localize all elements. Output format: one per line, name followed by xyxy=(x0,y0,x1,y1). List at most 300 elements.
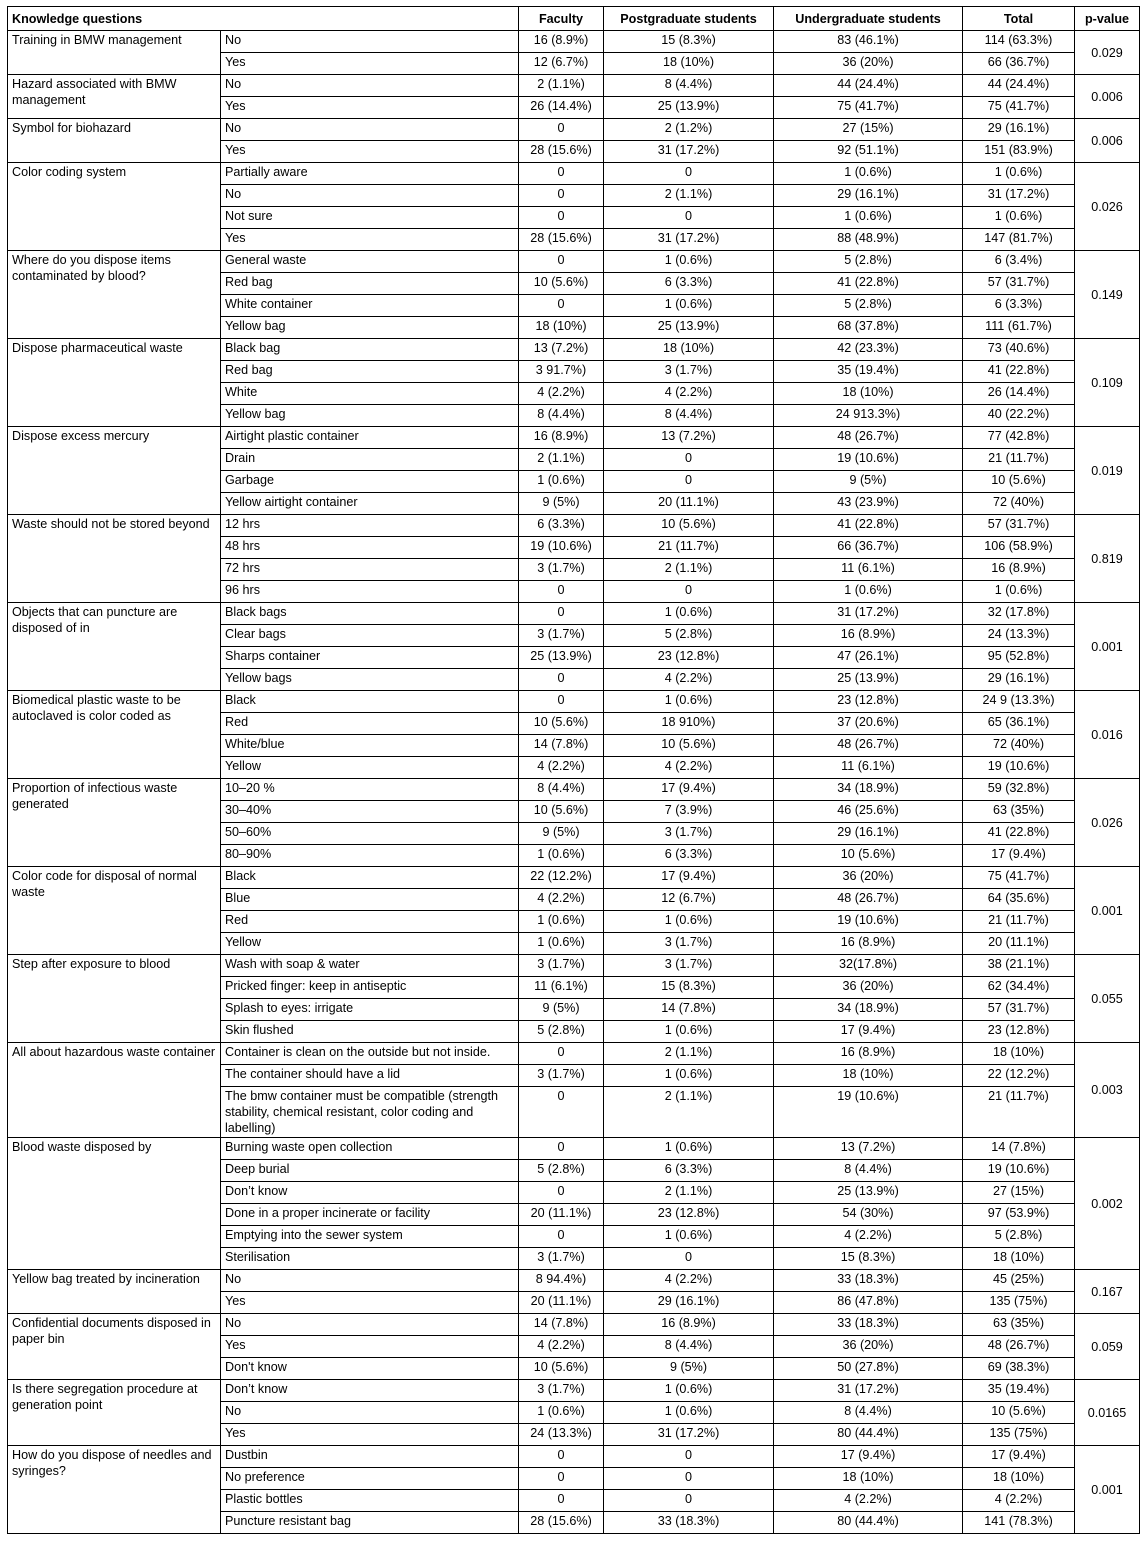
faculty-cell: 16 (8.9%) xyxy=(519,427,604,449)
undergraduate-cell: 8 (4.4%) xyxy=(774,1160,963,1182)
option-cell: No xyxy=(221,119,519,141)
faculty-cell: 9 (5%) xyxy=(519,999,604,1021)
undergraduate-cell: 48 (26.7%) xyxy=(774,427,963,449)
option-cell: Yellow xyxy=(221,933,519,955)
faculty-cell: 22 (12.2%) xyxy=(519,867,604,889)
table-body xyxy=(8,31,1140,1534)
undergraduate-cell: 4 (2.2%) xyxy=(774,1490,963,1512)
option-cell: 72 hrs xyxy=(221,559,519,581)
faculty-cell: 16 (8.9%) xyxy=(519,31,604,53)
option-cell: Garbage xyxy=(221,471,519,493)
faculty-cell: 0 xyxy=(519,163,604,185)
total-cell: 18 (10%) xyxy=(963,1468,1075,1490)
question-cell: Dispose excess mercury xyxy=(8,427,221,515)
question-cell: Blood waste disposed by xyxy=(8,1138,221,1270)
total-cell: 10 (5.6%) xyxy=(963,1402,1075,1424)
faculty-cell: 0 xyxy=(519,1138,604,1160)
faculty-cell: 8 (4.4%) xyxy=(519,405,604,427)
postgraduate-cell: 17 (9.4%) xyxy=(604,779,774,801)
question-cell: Objects that can puncture are disposed of in xyxy=(8,603,221,691)
total-cell: 95 (52.8%) xyxy=(963,647,1075,669)
total-cell: 32 (17.8%) xyxy=(963,603,1075,625)
undergraduate-cell: 92 (51.1%) xyxy=(774,141,963,163)
faculty-cell: 0 xyxy=(519,1490,604,1512)
postgraduate-cell: 1 (0.6%) xyxy=(604,1021,774,1043)
postgraduate-cell: 2 (1.1%) xyxy=(604,1182,774,1204)
total-cell: 1 (0.6%) xyxy=(963,163,1075,185)
postgraduate-cell: 1 (0.6%) xyxy=(604,1226,774,1248)
table-row xyxy=(8,1446,1140,1468)
faculty-cell: 1 (0.6%) xyxy=(519,471,604,493)
undergraduate-cell: 31 (17.2%) xyxy=(774,603,963,625)
option-cell: Black bags xyxy=(221,603,519,625)
total-cell: 57 (31.7%) xyxy=(963,999,1075,1021)
pvalue-cell: 0.055 xyxy=(1075,955,1140,1043)
postgraduate-cell: 4 (2.2%) xyxy=(604,383,774,405)
total-cell: 69 (38.3%) xyxy=(963,1358,1075,1380)
total-cell: 6 (3.3%) xyxy=(963,295,1075,317)
option-cell: Dustbin xyxy=(221,1446,519,1468)
pvalue-cell: 0.003 xyxy=(1075,1043,1140,1138)
postgraduate-cell: 14 (7.8%) xyxy=(604,999,774,1021)
option-cell: 50–60% xyxy=(221,823,519,845)
faculty-cell: 11 (6.1%) xyxy=(519,977,604,999)
option-cell: Pricked finger: keep in antiseptic xyxy=(221,977,519,999)
postgraduate-cell: 1 (0.6%) xyxy=(604,1065,774,1087)
faculty-cell: 5 (2.8%) xyxy=(519,1021,604,1043)
faculty-cell: 4 (2.2%) xyxy=(519,889,604,911)
undergraduate-cell: 16 (8.9%) xyxy=(774,933,963,955)
total-cell: 44 (24.4%) xyxy=(963,75,1075,97)
undergraduate-cell: 80 (44.4%) xyxy=(774,1424,963,1446)
option-cell: 12 hrs xyxy=(221,515,519,537)
faculty-cell: 1 (0.6%) xyxy=(519,845,604,867)
total-cell: 24 9 (13.3%) xyxy=(963,691,1075,713)
option-cell: Skin flushed xyxy=(221,1021,519,1043)
undergraduate-cell: 17 (9.4%) xyxy=(774,1021,963,1043)
faculty-cell: 3 (1.7%) xyxy=(519,625,604,647)
option-cell: Red xyxy=(221,713,519,735)
total-cell: 40 (22.2%) xyxy=(963,405,1075,427)
option-cell: Yellow bag xyxy=(221,317,519,339)
postgraduate-cell: 8 (4.4%) xyxy=(604,75,774,97)
pvalue-cell: 0.006 xyxy=(1075,75,1140,119)
undergraduate-cell: 46 (25.6%) xyxy=(774,801,963,823)
total-cell: 111 (61.7%) xyxy=(963,317,1075,339)
faculty-cell: 4 (2.2%) xyxy=(519,757,604,779)
undergraduate-cell: 86 (47.8%) xyxy=(774,1292,963,1314)
total-cell: 41 (22.8%) xyxy=(963,823,1075,845)
total-cell: 48 (26.7%) xyxy=(963,1336,1075,1358)
pvalue-cell: 0.006 xyxy=(1075,119,1140,163)
pvalue-cell: 0.016 xyxy=(1075,691,1140,779)
postgraduate-cell: 4 (2.2%) xyxy=(604,1270,774,1292)
postgraduate-cell: 1 (0.6%) xyxy=(604,1402,774,1424)
faculty-cell: 19 (10.6%) xyxy=(519,537,604,559)
postgraduate-cell: 4 (2.2%) xyxy=(604,669,774,691)
undergraduate-cell: 31 (17.2%) xyxy=(774,1380,963,1402)
undergraduate-cell: 41 (22.8%) xyxy=(774,515,963,537)
total-cell: 41 (22.8%) xyxy=(963,361,1075,383)
option-cell: Plastic bottles xyxy=(221,1490,519,1512)
pvalue-cell: 0.001 xyxy=(1075,1446,1140,1534)
faculty-cell: 1 (0.6%) xyxy=(519,933,604,955)
question-cell: Step after exposure to blood xyxy=(8,955,221,1043)
total-cell: 57 (31.7%) xyxy=(963,515,1075,537)
faculty-cell: 10 (5.6%) xyxy=(519,713,604,735)
postgraduate-cell: 1 (0.6%) xyxy=(604,691,774,713)
faculty-cell: 0 xyxy=(519,185,604,207)
total-cell: 21 (11.7%) xyxy=(963,449,1075,471)
option-cell: Splash to eyes: irrigate xyxy=(221,999,519,1021)
faculty-cell: 14 (7.8%) xyxy=(519,735,604,757)
postgraduate-cell: 5 (2.8%) xyxy=(604,625,774,647)
faculty-cell: 0 xyxy=(519,207,604,229)
undergraduate-cell: 41 (22.8%) xyxy=(774,273,963,295)
undergraduate-cell: 75 (41.7%) xyxy=(774,97,963,119)
header-knowledge-questions: Knowledge questions xyxy=(8,7,519,31)
question-cell: How do you dispose of needles and syringes? xyxy=(8,1446,221,1534)
table-row xyxy=(8,119,1140,141)
undergraduate-cell: 5 (2.8%) xyxy=(774,251,963,273)
option-cell: Container is clean on the outside but not inside. xyxy=(221,1043,519,1065)
faculty-cell: 0 xyxy=(519,1226,604,1248)
postgraduate-cell: 29 (16.1%) xyxy=(604,1292,774,1314)
postgraduate-cell: 6 (3.3%) xyxy=(604,845,774,867)
pvalue-cell: 0.029 xyxy=(1075,31,1140,75)
header-row xyxy=(8,7,1140,31)
faculty-cell: 26 (14.4%) xyxy=(519,97,604,119)
total-cell: 59 (32.8%) xyxy=(963,779,1075,801)
question-cell: Waste should not be stored beyond xyxy=(8,515,221,603)
faculty-cell: 0 xyxy=(519,251,604,273)
total-cell: 135 (75%) xyxy=(963,1292,1075,1314)
postgraduate-cell: 15 (8.3%) xyxy=(604,977,774,999)
postgraduate-cell: 18 910%) xyxy=(604,713,774,735)
postgraduate-cell: 20 (11.1%) xyxy=(604,493,774,515)
postgraduate-cell: 8 (4.4%) xyxy=(604,405,774,427)
option-cell: Emptying into the sewer system xyxy=(221,1226,519,1248)
faculty-cell: 0 xyxy=(519,669,604,691)
option-cell: 80–90% xyxy=(221,845,519,867)
option-cell: Red bag xyxy=(221,273,519,295)
undergraduate-cell: 18 (10%) xyxy=(774,1065,963,1087)
option-cell: Black xyxy=(221,867,519,889)
undergraduate-cell: 83 (46.1%) xyxy=(774,31,963,53)
postgraduate-cell: 1 (0.6%) xyxy=(604,1380,774,1402)
undergraduate-cell: 5 (2.8%) xyxy=(774,295,963,317)
option-cell: White/blue xyxy=(221,735,519,757)
faculty-cell: 20 (11.1%) xyxy=(519,1204,604,1226)
faculty-cell: 9 (5%) xyxy=(519,823,604,845)
question-cell: Color code for disposal of normal waste xyxy=(8,867,221,955)
undergraduate-cell: 37 (20.6%) xyxy=(774,713,963,735)
faculty-cell: 0 xyxy=(519,581,604,603)
total-cell: 66 (36.7%) xyxy=(963,53,1075,75)
undergraduate-cell: 47 (26.1%) xyxy=(774,647,963,669)
undergraduate-cell: 44 (24.4%) xyxy=(774,75,963,97)
faculty-cell: 6 (3.3%) xyxy=(519,515,604,537)
pvalue-cell: 0.149 xyxy=(1075,251,1140,339)
total-cell: 17 (9.4%) xyxy=(963,1446,1075,1468)
question-cell: Where do you dispose items contaminated by blood? xyxy=(8,251,221,339)
undergraduate-cell: 24 913.3%) xyxy=(774,405,963,427)
undergraduate-cell: 50 (27.8%) xyxy=(774,1358,963,1380)
total-cell: 135 (75%) xyxy=(963,1424,1075,1446)
undergraduate-cell: 1 (0.6%) xyxy=(774,207,963,229)
postgraduate-cell: 0 xyxy=(604,471,774,493)
total-cell: 35 (19.4%) xyxy=(963,1380,1075,1402)
header-postgraduate: Postgraduate students xyxy=(604,7,774,31)
postgraduate-cell: 1 (0.6%) xyxy=(604,603,774,625)
option-cell: Yes xyxy=(221,1336,519,1358)
postgraduate-cell: 13 (7.2%) xyxy=(604,427,774,449)
option-cell: Deep burial xyxy=(221,1160,519,1182)
faculty-cell: 3 (1.7%) xyxy=(519,1065,604,1087)
undergraduate-cell: 33 (18.3%) xyxy=(774,1314,963,1336)
total-cell: 29 (16.1%) xyxy=(963,669,1075,691)
option-cell: Not sure xyxy=(221,207,519,229)
postgraduate-cell: 23 (12.8%) xyxy=(604,1204,774,1226)
faculty-cell: 3 (1.7%) xyxy=(519,955,604,977)
question-cell: Is there segregation procedure at generation point xyxy=(8,1380,221,1446)
option-cell: Puncture resistant bag xyxy=(221,1512,519,1534)
total-cell: 24 (13.3%) xyxy=(963,625,1075,647)
faculty-cell: 9 (5%) xyxy=(519,493,604,515)
postgraduate-cell: 2 (1.2%) xyxy=(604,119,774,141)
postgraduate-cell: 1 (0.6%) xyxy=(604,1138,774,1160)
total-cell: 73 (40.6%) xyxy=(963,339,1075,361)
total-cell: 27 (15%) xyxy=(963,1182,1075,1204)
total-cell: 151 (83.9%) xyxy=(963,141,1075,163)
question-cell: Biomedical plastic waste to be autoclaved is color coded as xyxy=(8,691,221,779)
undergraduate-cell: 9 (5%) xyxy=(774,471,963,493)
table-row xyxy=(8,31,1140,53)
undergraduate-cell: 32(17.8%) xyxy=(774,955,963,977)
faculty-cell: 12 (6.7%) xyxy=(519,53,604,75)
pvalue-cell: 0.819 xyxy=(1075,515,1140,603)
total-cell: 21 (11.7%) xyxy=(963,1087,1075,1138)
option-cell: Drain xyxy=(221,449,519,471)
option-cell: No preference xyxy=(221,1468,519,1490)
faculty-cell: 3 91.7%) xyxy=(519,361,604,383)
table-row xyxy=(8,515,1140,537)
option-cell: No xyxy=(221,1402,519,1424)
option-cell: 48 hrs xyxy=(221,537,519,559)
faculty-cell: 28 (15.6%) xyxy=(519,229,604,251)
undergraduate-cell: 18 (10%) xyxy=(774,1468,963,1490)
option-cell: Yes xyxy=(221,1292,519,1314)
option-cell: Blue xyxy=(221,889,519,911)
faculty-cell: 4 (2.2%) xyxy=(519,383,604,405)
postgraduate-cell: 4 (2.2%) xyxy=(604,757,774,779)
table-row xyxy=(8,1043,1140,1065)
total-cell: 77 (42.8%) xyxy=(963,427,1075,449)
faculty-cell: 0 xyxy=(519,1087,604,1138)
undergraduate-cell: 48 (26.7%) xyxy=(774,889,963,911)
option-cell: Red bag xyxy=(221,361,519,383)
postgraduate-cell: 1 (0.6%) xyxy=(604,295,774,317)
undergraduate-cell: 43 (23.9%) xyxy=(774,493,963,515)
question-cell: All about hazardous waste container xyxy=(8,1043,221,1138)
option-cell: White container xyxy=(221,295,519,317)
undergraduate-cell: 29 (16.1%) xyxy=(774,823,963,845)
option-cell: 96 hrs xyxy=(221,581,519,603)
undergraduate-cell: 4 (2.2%) xyxy=(774,1226,963,1248)
option-cell: Clear bags xyxy=(221,625,519,647)
undergraduate-cell: 42 (23.3%) xyxy=(774,339,963,361)
postgraduate-cell: 31 (17.2%) xyxy=(604,229,774,251)
postgraduate-cell: 12 (6.7%) xyxy=(604,889,774,911)
faculty-cell: 2 (1.1%) xyxy=(519,449,604,471)
table-row xyxy=(8,1380,1140,1402)
postgraduate-cell: 16 (8.9%) xyxy=(604,1314,774,1336)
undergraduate-cell: 34 (18.9%) xyxy=(774,779,963,801)
table-row xyxy=(8,339,1140,361)
postgraduate-cell: 2 (1.1%) xyxy=(604,559,774,581)
total-cell: 147 (81.7%) xyxy=(963,229,1075,251)
option-cell: Sterilisation xyxy=(221,1248,519,1270)
faculty-cell: 18 (10%) xyxy=(519,317,604,339)
faculty-cell: 20 (11.1%) xyxy=(519,1292,604,1314)
undergraduate-cell: 16 (8.9%) xyxy=(774,1043,963,1065)
pvalue-cell: 0.0165 xyxy=(1075,1380,1140,1446)
question-cell: Confidential documents disposed in paper bin xyxy=(8,1314,221,1380)
postgraduate-cell: 3 (1.7%) xyxy=(604,361,774,383)
postgraduate-cell: 0 xyxy=(604,1468,774,1490)
undergraduate-cell: 17 (9.4%) xyxy=(774,1446,963,1468)
total-cell: 1 (0.6%) xyxy=(963,207,1075,229)
total-cell: 22 (12.2%) xyxy=(963,1065,1075,1087)
faculty-cell: 10 (5.6%) xyxy=(519,1358,604,1380)
total-cell: 21 (11.7%) xyxy=(963,911,1075,933)
option-cell: Yes xyxy=(221,229,519,251)
option-cell: Wash with soap & water xyxy=(221,955,519,977)
total-cell: 4 (2.2%) xyxy=(963,1490,1075,1512)
undergraduate-cell: 18 (10%) xyxy=(774,383,963,405)
total-cell: 75 (41.7%) xyxy=(963,97,1075,119)
total-cell: 64 (35.6%) xyxy=(963,889,1075,911)
option-cell: Yes xyxy=(221,97,519,119)
total-cell: 18 (10%) xyxy=(963,1043,1075,1065)
postgraduate-cell: 0 xyxy=(604,207,774,229)
pvalue-cell: 0.001 xyxy=(1075,603,1140,691)
faculty-cell: 3 (1.7%) xyxy=(519,1248,604,1270)
option-cell: No xyxy=(221,1270,519,1292)
total-cell: 31 (17.2%) xyxy=(963,185,1075,207)
table-row xyxy=(8,779,1140,801)
undergraduate-cell: 10 (5.6%) xyxy=(774,845,963,867)
postgraduate-cell: 31 (17.2%) xyxy=(604,141,774,163)
total-cell: 19 (10.6%) xyxy=(963,757,1075,779)
postgraduate-cell: 15 (8.3%) xyxy=(604,31,774,53)
faculty-cell: 10 (5.6%) xyxy=(519,801,604,823)
undergraduate-cell: 80 (44.4%) xyxy=(774,1512,963,1534)
undergraduate-cell: 25 (13.9%) xyxy=(774,669,963,691)
option-cell: Black xyxy=(221,691,519,713)
undergraduate-cell: 1 (0.6%) xyxy=(774,163,963,185)
question-cell: Yellow bag treated by incineration xyxy=(8,1270,221,1314)
faculty-cell: 13 (7.2%) xyxy=(519,339,604,361)
postgraduate-cell: 6 (3.3%) xyxy=(604,1160,774,1182)
option-cell: Black bag xyxy=(221,339,519,361)
table-row xyxy=(8,955,1140,977)
table-row xyxy=(8,75,1140,97)
undergraduate-cell: 19 (10.6%) xyxy=(774,1087,963,1138)
faculty-cell: 1 (0.6%) xyxy=(519,1402,604,1424)
undergraduate-cell: 54 (30%) xyxy=(774,1204,963,1226)
pvalue-cell: 0.059 xyxy=(1075,1314,1140,1380)
total-cell: 72 (40%) xyxy=(963,493,1075,515)
total-cell: 114 (63.3%) xyxy=(963,31,1075,53)
postgraduate-cell: 33 (18.3%) xyxy=(604,1512,774,1534)
postgraduate-cell: 3 (1.7%) xyxy=(604,823,774,845)
table-row xyxy=(8,603,1140,625)
option-cell: No xyxy=(221,75,519,97)
table-row xyxy=(8,1270,1140,1292)
faculty-cell: 8 94.4%) xyxy=(519,1270,604,1292)
postgraduate-cell: 0 xyxy=(604,1446,774,1468)
faculty-cell: 4 (2.2%) xyxy=(519,1336,604,1358)
total-cell: 6 (3.4%) xyxy=(963,251,1075,273)
pvalue-cell: 0.002 xyxy=(1075,1138,1140,1270)
faculty-cell: 0 xyxy=(519,1043,604,1065)
faculty-cell: 0 xyxy=(519,1446,604,1468)
faculty-cell: 14 (7.8%) xyxy=(519,1314,604,1336)
undergraduate-cell: 34 (18.9%) xyxy=(774,999,963,1021)
postgraduate-cell: 0 xyxy=(604,163,774,185)
postgraduate-cell: 10 (5.6%) xyxy=(604,735,774,757)
postgraduate-cell: 18 (10%) xyxy=(604,339,774,361)
undergraduate-cell: 13 (7.2%) xyxy=(774,1138,963,1160)
total-cell: 14 (7.8%) xyxy=(963,1138,1075,1160)
total-cell: 106 (58.9%) xyxy=(963,537,1075,559)
total-cell: 45 (25%) xyxy=(963,1270,1075,1292)
undergraduate-cell: 36 (20%) xyxy=(774,1336,963,1358)
option-cell: Red xyxy=(221,911,519,933)
postgraduate-cell: 0 xyxy=(604,1248,774,1270)
option-cell: White xyxy=(221,383,519,405)
table-row xyxy=(8,1138,1140,1160)
postgraduate-cell: 0 xyxy=(604,449,774,471)
total-cell: 65 (36.1%) xyxy=(963,713,1075,735)
undergraduate-cell: 48 (26.7%) xyxy=(774,735,963,757)
table-row xyxy=(8,163,1140,185)
total-cell: 17 (9.4%) xyxy=(963,845,1075,867)
total-cell: 141 (78.3%) xyxy=(963,1512,1075,1534)
faculty-cell: 5 (2.8%) xyxy=(519,1160,604,1182)
option-cell: Yes xyxy=(221,141,519,163)
total-cell: 19 (10.6%) xyxy=(963,1160,1075,1182)
faculty-cell: 0 xyxy=(519,1468,604,1490)
postgraduate-cell: 17 (9.4%) xyxy=(604,867,774,889)
postgraduate-cell: 0 xyxy=(604,1490,774,1512)
total-cell: 16 (8.9%) xyxy=(963,559,1075,581)
postgraduate-cell: 6 (3.3%) xyxy=(604,273,774,295)
undergraduate-cell: 15 (8.3%) xyxy=(774,1248,963,1270)
postgraduate-cell: 31 (17.2%) xyxy=(604,1424,774,1446)
postgraduate-cell: 3 (1.7%) xyxy=(604,933,774,955)
undergraduate-cell: 33 (18.3%) xyxy=(774,1270,963,1292)
table-row xyxy=(8,1314,1140,1336)
undergraduate-cell: 29 (16.1%) xyxy=(774,185,963,207)
faculty-cell: 1 (0.6%) xyxy=(519,911,604,933)
postgraduate-cell: 2 (1.1%) xyxy=(604,1087,774,1138)
table-row xyxy=(8,427,1140,449)
header-faculty: Faculty xyxy=(519,7,604,31)
total-cell: 23 (12.8%) xyxy=(963,1021,1075,1043)
option-cell: 10–20 % xyxy=(221,779,519,801)
